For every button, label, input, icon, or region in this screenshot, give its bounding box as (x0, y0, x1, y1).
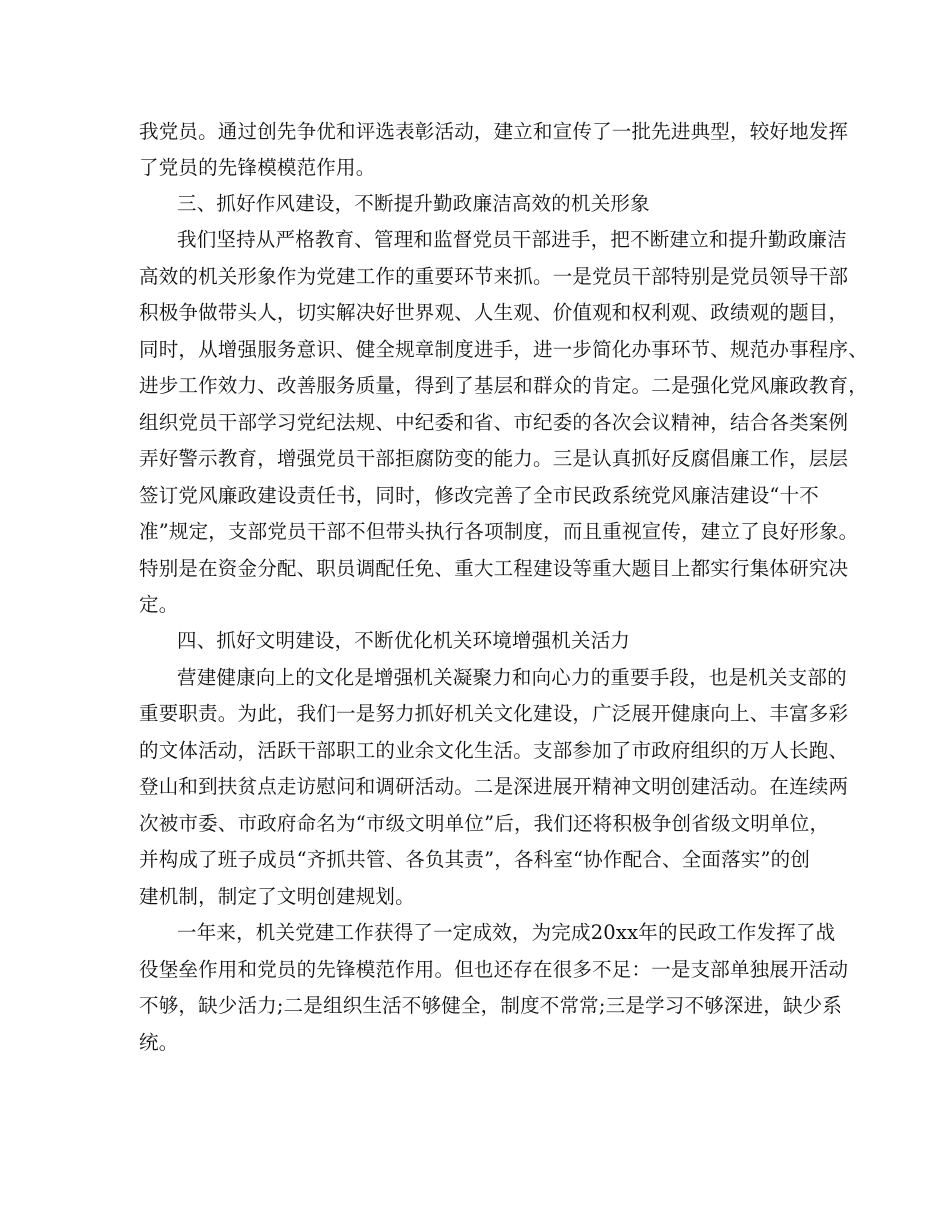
text-line: 弄好警示教育，增强党员干部拒腐防变的能力。三是认真抓好反腐倡廉工作，层层 (139, 447, 849, 470)
text-line: 重要职责。为此，我们一是努力抓好机关文化建设，广泛展开健康向上、丰富多彩 (139, 702, 849, 725)
text-line: 高效的机关形象作为党建工作的重要环节来抓。一是党员干部特别是党员领导干部 (139, 265, 849, 288)
text-line: 次被市委、市政府命名为“市级文明单位”后，我们还将积极争创省级文明单位， (139, 812, 830, 835)
text-line: 进步工作效力、改善服务质量，得到了基层和群众的肯定。二是强化党风廉政教育， (139, 374, 868, 397)
text-line: 同时，从增强服务意识、健全规章制度进手，进一步简化办事环节、规范办事程序、 (139, 338, 868, 361)
text-line: 建机制，制定了文明创建规划。 (139, 885, 415, 908)
text-line: 登山和到扶贫点走访慰问和调研活动。二是深进展开精神文明创建活动。在连续两 (139, 775, 849, 798)
section-heading: 四、抓好文明建设，不断优化机关环境增强机关活力 (177, 629, 631, 652)
section-heading: 三、抓好作风建设，不断提升勤政廉洁高效的机关形象 (177, 192, 650, 215)
text-line: 营建健康向上的文化是增强机关凝聚力和向心力的重要手段，也是机关支部的 (177, 666, 847, 689)
text-line: 并构成了班子成员“齐抓共管、各负其责”，各科室“协作配合、全面落实”的创 (139, 848, 811, 871)
text-line: 我党员。通过创先争优和评选表彰活动，建立和宣传了一批先进典型，较好地发挥 (139, 120, 849, 143)
text-line: 役堡垒作用和党员的先锋模范作用。但也还存在很多不足：一是支部单独展开活动 (139, 958, 849, 981)
text-line: 积极争做带头人，切实解决好世界观、人生观、价值观和权利观、政绩观的题目， (139, 301, 849, 324)
text-line: 了党员的先锋模模范作用。 (139, 156, 376, 179)
text-line: 组织党员干部学习党纪法规、中纪委和省、市纪委的各次会议精神，结合各类案例 (139, 411, 849, 434)
text-line: 准”规定，支部党员干部不但带头执行各项制度，而且重视宣传，建立了良好形象。 (139, 520, 859, 543)
text-line: 定。 (139, 593, 179, 616)
text-line: 不够，缺少活力;二是组织生活不够健全，制度不常常;三是学习不够深进，缺少系 (139, 994, 843, 1017)
text-line: 特别是在资金分配、职员调配任免、重大工程建设等重大题目上都实行集体研究决 (139, 557, 849, 580)
text-line: 我们坚持从严格教育、管理和监督党员干部进手，把不断建立和提升勤政廉洁 (177, 228, 847, 251)
text-line: 签订党风廉政建设责任书，同时，修改完善了全市民政系统党风廉洁建设“十不 (139, 484, 819, 507)
text-line: 统。 (139, 1031, 179, 1054)
text-line: 的文体活动，活跃干部职工的业余文化生活。支部参加了市政府组织的万人长跑、 (139, 739, 849, 762)
text-line: 一年来，机关党建工作获得了一定成效，为完成20xx年的民政工作发挥了战 (177, 921, 836, 944)
